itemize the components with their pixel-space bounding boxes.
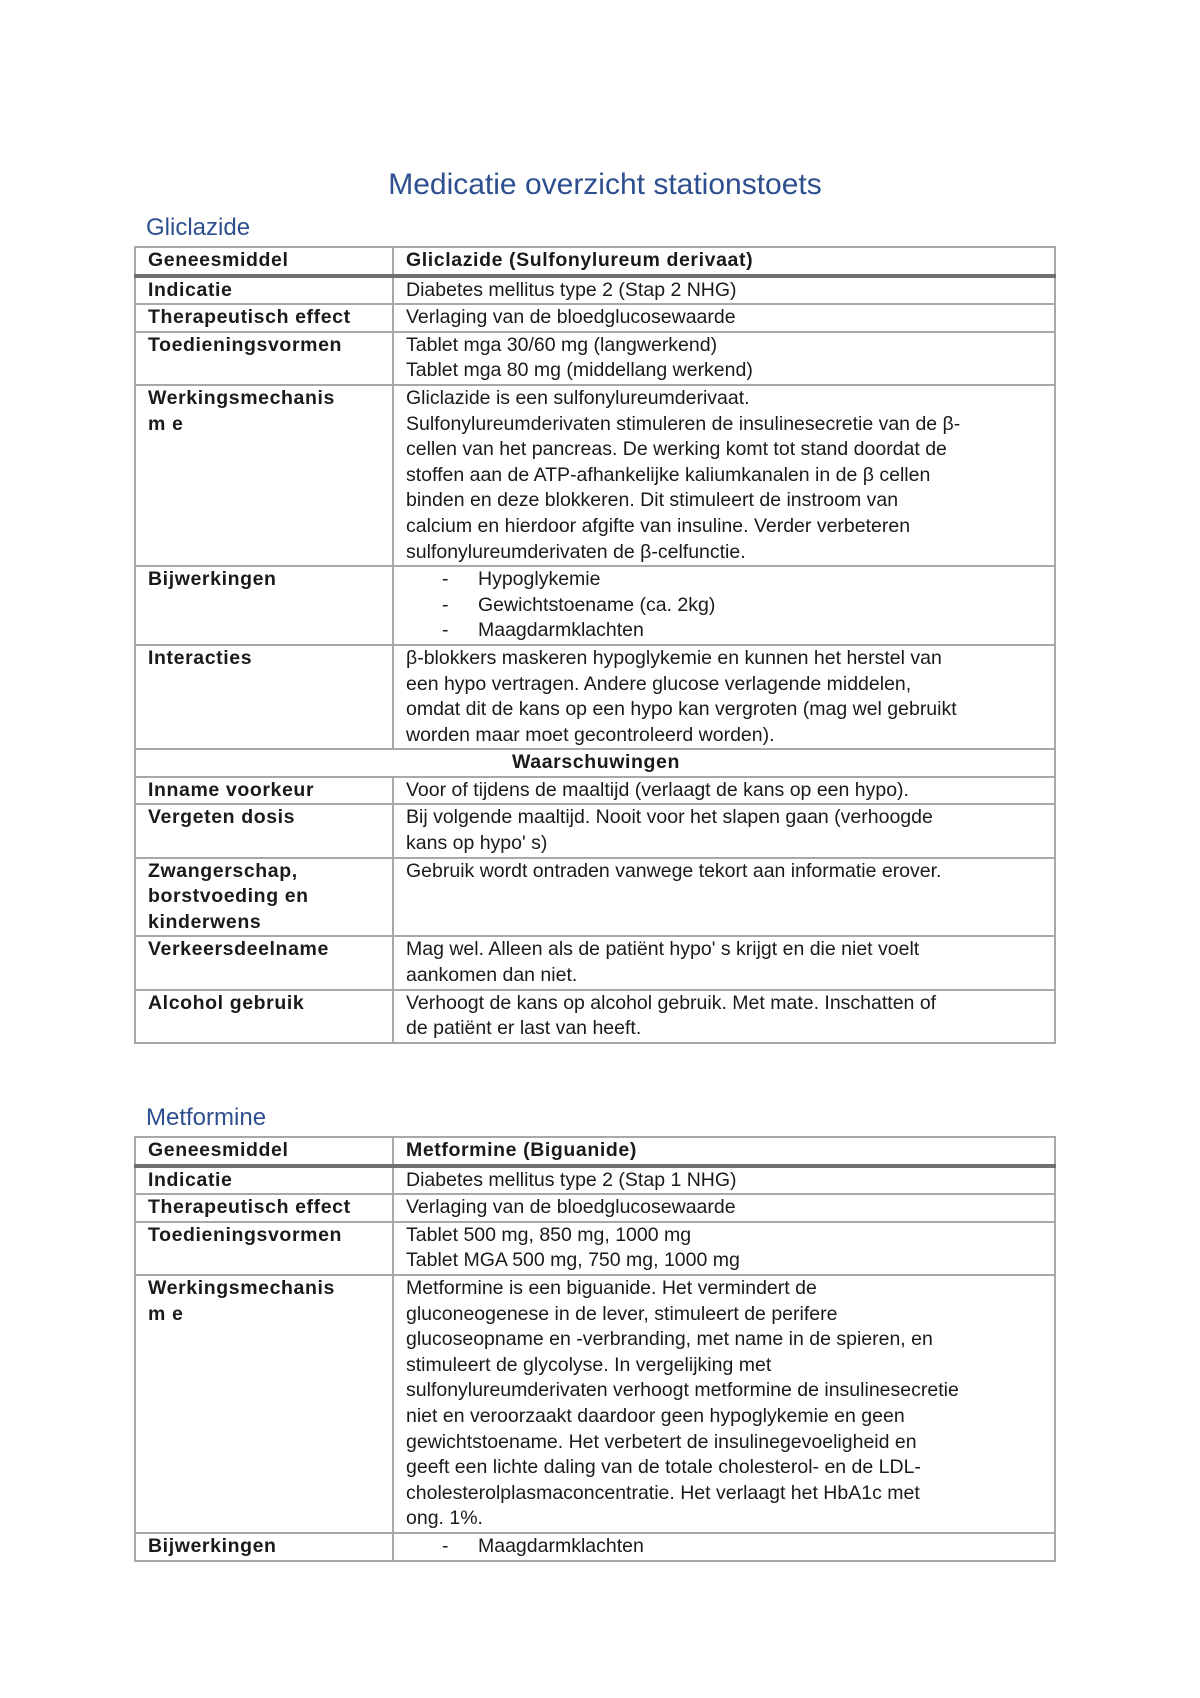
row-value	[393, 990, 1055, 1043]
text-line: calcium en hierdoor afgifte van insuline. Verder verbeteren	[406, 514, 911, 537]
table-row-zwangerschap	[135, 858, 1055, 937]
text-line: Tablet 500 mg, 850 mg, 1000 mg	[406, 1223, 692, 1246]
list-item: - Gewichtstoename (ca. 2kg)	[442, 593, 1044, 619]
row-label: Toedieningsvormen	[135, 332, 393, 385]
row-label: Toedieningsvormen	[135, 1222, 393, 1275]
text-line: Verhoogt de kans op alcohol gebruik. Met mate. Inschatten of	[406, 991, 937, 1014]
row-label: Verkeersdeelname	[135, 936, 393, 989]
text-line: Tablet mga 80 mg (middellang werkend)	[406, 359, 753, 382]
text-line: binden en deze blokkeren. Dit stimuleert de instroom van	[406, 489, 899, 512]
text-line: een hypo vertragen. Andere glucose verlagende middelen,	[406, 672, 912, 695]
row-value	[393, 1533, 1055, 1561]
text-line: cellen van het pancreas. De werking komt tot stand doordat de	[406, 438, 947, 461]
row-label: Inname voorkeur	[135, 777, 393, 805]
row-label: Werkingsmechanism e	[135, 385, 393, 566]
table-row-geneesmiddel	[135, 1137, 1055, 1166]
row-value	[393, 332, 1055, 385]
row-value: Verlaging van de bloedglucosewaarde	[393, 1194, 1055, 1222]
table-row-werkingsmechanisme	[135, 385, 1055, 566]
text-line: Metformine is een biguanide. Het vermindert de	[406, 1276, 817, 1299]
table-row-therapeutisch-effect	[135, 1194, 1055, 1222]
row-value	[393, 566, 1055, 645]
row-value: Diabetes mellitus type 2 (Stap 1 NHG)	[393, 1166, 1055, 1195]
row-label: Indicatie	[135, 1166, 393, 1195]
metformine-table	[134, 1136, 1056, 1562]
text-line: gewichtstoename. Het verbetert de insulinegevoeligheid en	[406, 1430, 917, 1453]
row-label: Therapeutisch effect	[135, 304, 393, 332]
text-line: Mag wel. Alleen als de patiënt hypo' s krijgt en die niet voelt	[406, 938, 920, 961]
text-line: Bij volgende maaltijd. Nooit voor het slapen gaan (verhoogde	[406, 806, 933, 829]
table-row-inname-voorkeur	[135, 777, 1055, 805]
table-row-werkingsmechanisme	[135, 1275, 1055, 1533]
text-line: stoffen aan de ATP-afhankelijke kaliumkanalen in de β cellen	[406, 463, 931, 486]
section-heading-metformine: Metformine	[146, 1104, 267, 1131]
side-effects-list	[406, 567, 1044, 644]
row-value: Diabetes mellitus type 2 (Stap 2 NHG)	[393, 276, 1055, 305]
table-row-geneesmiddel	[135, 247, 1055, 276]
text-line: β-blokkers maskeren hypoglykemie en kunnen het herstel van	[406, 646, 942, 669]
row-label: Interacties	[135, 645, 393, 749]
text-line: aankomen dan niet.	[406, 964, 578, 987]
text-line: de patiënt er last van heeft.	[406, 1017, 642, 1040]
row-value: Gebruik wordt ontraden vanwege tekort aan informatie erover.	[393, 858, 1055, 937]
table-row-therapeutisch-effect	[135, 304, 1055, 332]
row-label: Geneesmiddel	[135, 1137, 393, 1166]
table-row-interacties	[135, 645, 1055, 749]
row-label: Vergeten dosis	[135, 804, 393, 857]
section-heading-gliclazide: Gliclazide	[146, 214, 251, 241]
row-label: Indicatie	[135, 276, 393, 305]
row-label: Bijwerkingen	[135, 1533, 393, 1561]
text-line: cholesterolplasmaconcentratie. Het verlaagt het HbA1c met	[406, 1481, 920, 1504]
document-title: Medicatie overzicht stationstoets	[388, 168, 822, 201]
text-line: Sulfonylureumderivaten stimuleren de insulinesecretie van de β-	[406, 412, 961, 435]
text-line: sulfonylureumderivaten verhoogt metformine de insulinesecretie	[406, 1379, 959, 1402]
text-line: Gliclazide is een sulfonylureumderivaat.	[406, 386, 750, 409]
row-value	[393, 936, 1055, 989]
row-value: Metformine (Biguanide)	[393, 1137, 1055, 1166]
table-row-waarschuwingen-header	[135, 749, 1055, 777]
row-label: Zwangerschap, borstvoeding en kinderwens	[135, 858, 393, 937]
row-label: Therapeutisch effect	[135, 1194, 393, 1222]
table-row-bijwerkingen	[135, 1533, 1055, 1561]
row-value	[393, 804, 1055, 857]
row-value	[393, 1222, 1055, 1275]
warnings-header: Waarschuwingen	[135, 749, 1055, 777]
row-value	[393, 1275, 1055, 1533]
row-value: Gliclazide (Sulfonylureum derivaat)	[393, 247, 1055, 276]
table-row-indicatie	[135, 276, 1055, 305]
text-line: niet en veroorzaakt daardoor geen hypoglykemie en geen	[406, 1404, 905, 1427]
text-line: ong. 1%.	[406, 1507, 483, 1530]
text-line: Tablet mga 30/60 mg (langwerkend)	[406, 333, 718, 356]
row-value	[393, 385, 1055, 566]
row-value: Verlaging van de bloedglucosewaarde	[393, 304, 1055, 332]
row-label: Alcohol gebruik	[135, 990, 393, 1043]
side-effects-list	[406, 1534, 1044, 1560]
text-line: kans op hypo' s)	[406, 832, 548, 855]
text-line: stimuleert de glycolyse. In vergelijking met	[406, 1353, 772, 1376]
table-row-vergeten-dosis	[135, 804, 1055, 857]
text-line: omdat dit de kans op een hypo kan vergroten (mag wel gebruikt	[406, 698, 957, 721]
list-item: - Hypoglykemie	[442, 567, 1044, 593]
text-line: worden maar moet gecontroleerd worden).	[406, 723, 775, 746]
table-row-alcohol-gebruik	[135, 990, 1055, 1043]
gliclazide-table	[134, 246, 1056, 1044]
text-line: geeft een lichte daling van de totale cholesterol- en de LDL-	[406, 1456, 921, 1479]
table-row-verkeersdeelname	[135, 936, 1055, 989]
row-value	[393, 645, 1055, 749]
row-label: Werkingsmechanism e	[135, 1275, 393, 1533]
text-line: sulfonylureumderivaten de β-celfunctie.	[406, 540, 746, 563]
row-value: Voor of tijdens de maaltijd (verlaagt de kans op een hypo).	[393, 777, 1055, 805]
table-row-indicatie	[135, 1166, 1055, 1195]
list-item: - Maagdarmklachten	[442, 1534, 1044, 1560]
text-line: gluconeogenese in de lever, stimuleert de perifere	[406, 1302, 838, 1325]
table-row-toedieningsvormen	[135, 332, 1055, 385]
text-line: Tablet MGA 500 mg, 750 mg, 1000 mg	[406, 1249, 740, 1272]
list-item: - Maagdarmklachten	[442, 618, 1044, 644]
table-row-toedieningsvormen	[135, 1222, 1055, 1275]
text-line: glucoseopname en -verbranding, met name in de spieren, en	[406, 1328, 933, 1351]
row-label: Geneesmiddel	[135, 247, 393, 276]
row-label: Bijwerkingen	[135, 566, 393, 645]
table-row-bijwerkingen	[135, 566, 1055, 645]
